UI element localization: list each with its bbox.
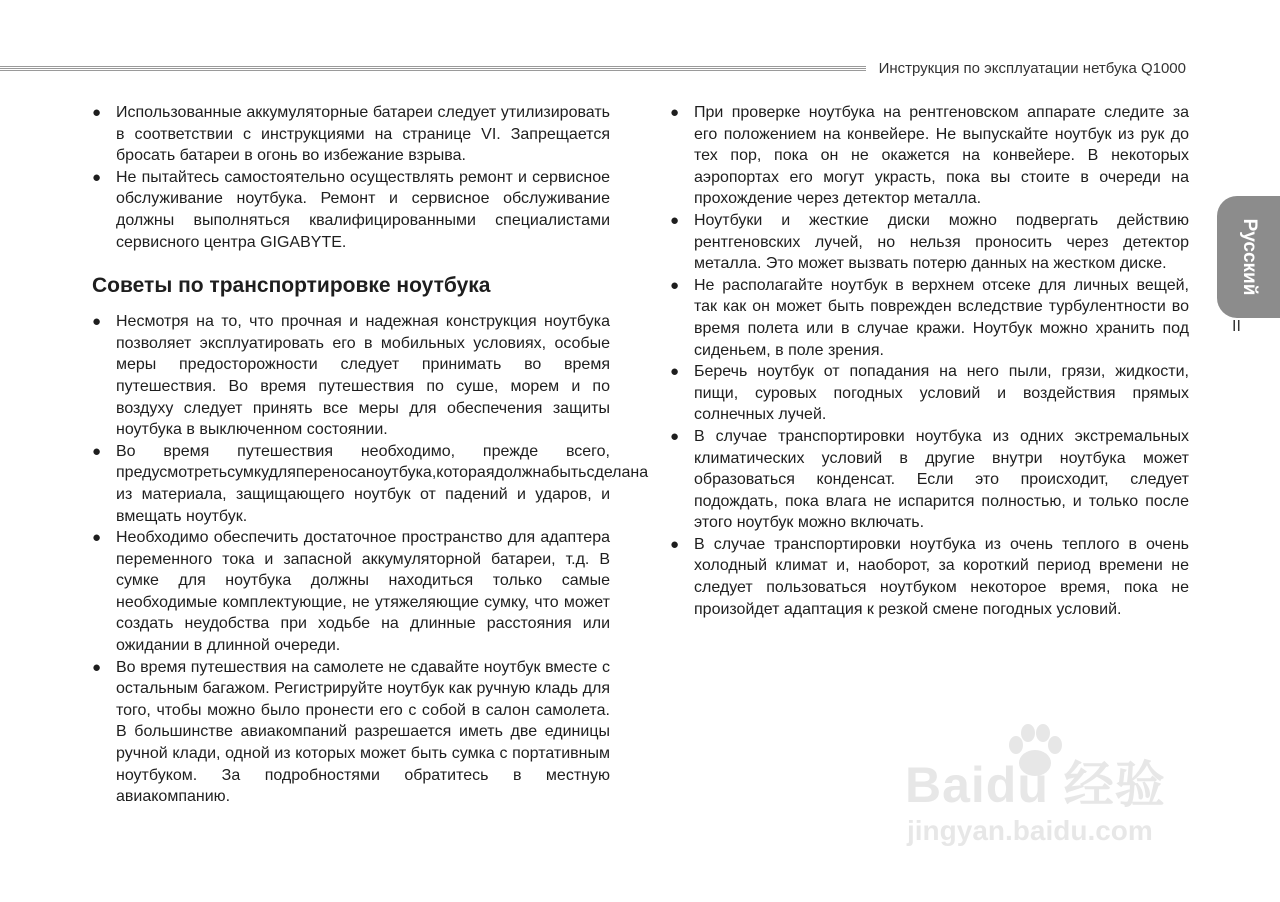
list-item-text: Не пытайтесь самостоятельно осуществлять ремонт и сервисное обслуживание ноутбука. Ремонт и сервисное обслуживание должны выполняться квалифицированными специалистами сервисного центра GIGABYTE. — [116, 168, 610, 251]
bullet-icon: ● — [670, 104, 680, 121]
list-item — [670, 534, 1189, 620]
list-item — [92, 102, 610, 167]
language-tab — [1217, 196, 1280, 318]
bullet-icon: ● — [92, 313, 102, 331]
list-item-text: В случае транспортировки ноутбука из очень теплого в очень холодный климат и, наоборот, за короткий период времени не следует пользоваться ноутбуком некоторое время, пока не произойдет адаптация к резкой смене погодных условий. — [694, 535, 1189, 618]
bullet-icon: ● — [92, 658, 102, 676]
right-tips-list — [670, 102, 1189, 620]
list-item — [670, 102, 1189, 210]
watermark-logo: Baidu 经验 — [905, 757, 1166, 813]
page-number: II — [1232, 318, 1241, 335]
list-item-text: Использованные аккумуляторные батареи следует утилизировать в соответствии с инструкциями на странице VI. Запрещается бросать батареи в огонь во избежание взрыва. — [116, 104, 610, 165]
list-item — [670, 210, 1189, 275]
list-item-text: При проверке ноутбука на рентгеновском аппарате следите за его положением на конвейере. Не выпускайте ноутбук из рук до тех пор, пока он не окажется на конвейере. В некоторых аэропортах его могут украсть, пока вы стоите в очереди на прохождение через детектор металла. — [694, 104, 1189, 208]
list-item-text: Беречь ноутбук от попадания на него пыли, грязи, жидкости, пищи, суровых погодных условий и воздействия прямых солнечных лучей. — [694, 363, 1189, 424]
intro-list — [92, 102, 610, 253]
header-title: Инструкция по эксплуатации нетбука Q1000 — [878, 60, 1186, 77]
list-item-text: Не располагайте ноутбук в верхнем отсеке для личных вещей, так как он может быть поврежден вследствие турбулентности во время полета или в случае кражи. Ноутбук можно хранить под сиденьем, в поле зрения. — [694, 276, 1189, 359]
list-item-text: Необходимо обеспечить достаточное пространство для адаптера переменного тока и запасной аккумуляторной батареи, т.д. В сумке для ноутбука должны находиться только самые необходимые комплектующие, не утяжеляющие сумку, что может создать неудобства при ходьбе на длинные расстояния или ожидании в длинной очереди. — [116, 529, 610, 655]
list-item — [92, 657, 610, 808]
baidu-watermark — [905, 715, 1205, 855]
list-item — [92, 311, 610, 441]
list-item-text: Ноутбуки и жесткие диски можно подвергать действию рентгеновских лучей, но нельзя проносить через детектор металла. Это может вызвать потерю данных на жестком диске. — [694, 211, 1189, 273]
list-item — [92, 527, 610, 657]
bullet-icon: ● — [670, 211, 680, 229]
right-column — [670, 102, 1189, 620]
watermark-url: jingyan.baidu.com — [907, 815, 1153, 846]
section-title: Советы по транспортировке ноутбука — [92, 274, 491, 298]
list-item-text: Несмотря на то, что прочная и надежная конструкция ноутбука позволяет эксплуатировать его в мобильных условиях, особые меры предосторожности следует принимать во время путешествия. Во время путешествия по суше, морем и по воздуху следует принять все меры для обеспечения защиты ноутбука в выключенном состоянии. — [116, 313, 610, 439]
bullet-icon: ● — [670, 427, 680, 445]
bullet-icon: ● — [92, 529, 102, 547]
list-item — [670, 426, 1189, 534]
bullet-icon: ● — [92, 442, 102, 460]
bullet-icon: ● — [670, 363, 680, 381]
list-item — [670, 361, 1189, 426]
bullet-icon: ● — [92, 104, 102, 121]
list-item-text: В случае транспортировки ноутбука из одних экстремальных климатических условий в другие внутри ноутбука может образоваться конденсат. Если это происходит, следует подождать, пока влага не испарится полностью, и только после этого ноутбук можно включать. — [694, 427, 1189, 532]
language-label: Русский — [1238, 218, 1260, 296]
bullet-icon: ● — [92, 168, 102, 186]
transport-tips-list — [92, 311, 649, 808]
list-item — [670, 275, 1189, 361]
bullet-icon: ● — [670, 535, 680, 553]
list-item — [92, 441, 649, 527]
header-rule — [0, 66, 866, 71]
bullet-icon: ● — [670, 276, 680, 294]
left-column — [92, 102, 649, 808]
list-item-text: Во время путешествия на самолете не сдавайте ноутбук вместе с остальным багажом. Регистрируйте ноутбук как ручную кладь для того, чтобы можно было пронести его с собой в салон самолета. В большинстве авиакомпаний разрешается иметь две единицы ручной клади, одной из которых может быть сумка с портативным ноутбуком. За подробностями обратитесь в местную авиакомпанию. — [116, 658, 610, 806]
list-item-text: Во время путешествия необходимо, прежде всего, предусмотретьсумкудляпереносаноутбука,котораядолжнабытьсделана из материала, защищающего ноутбук от падений и ударов, и вмещать ноутбук. — [116, 442, 649, 525]
list-item — [92, 167, 610, 253]
